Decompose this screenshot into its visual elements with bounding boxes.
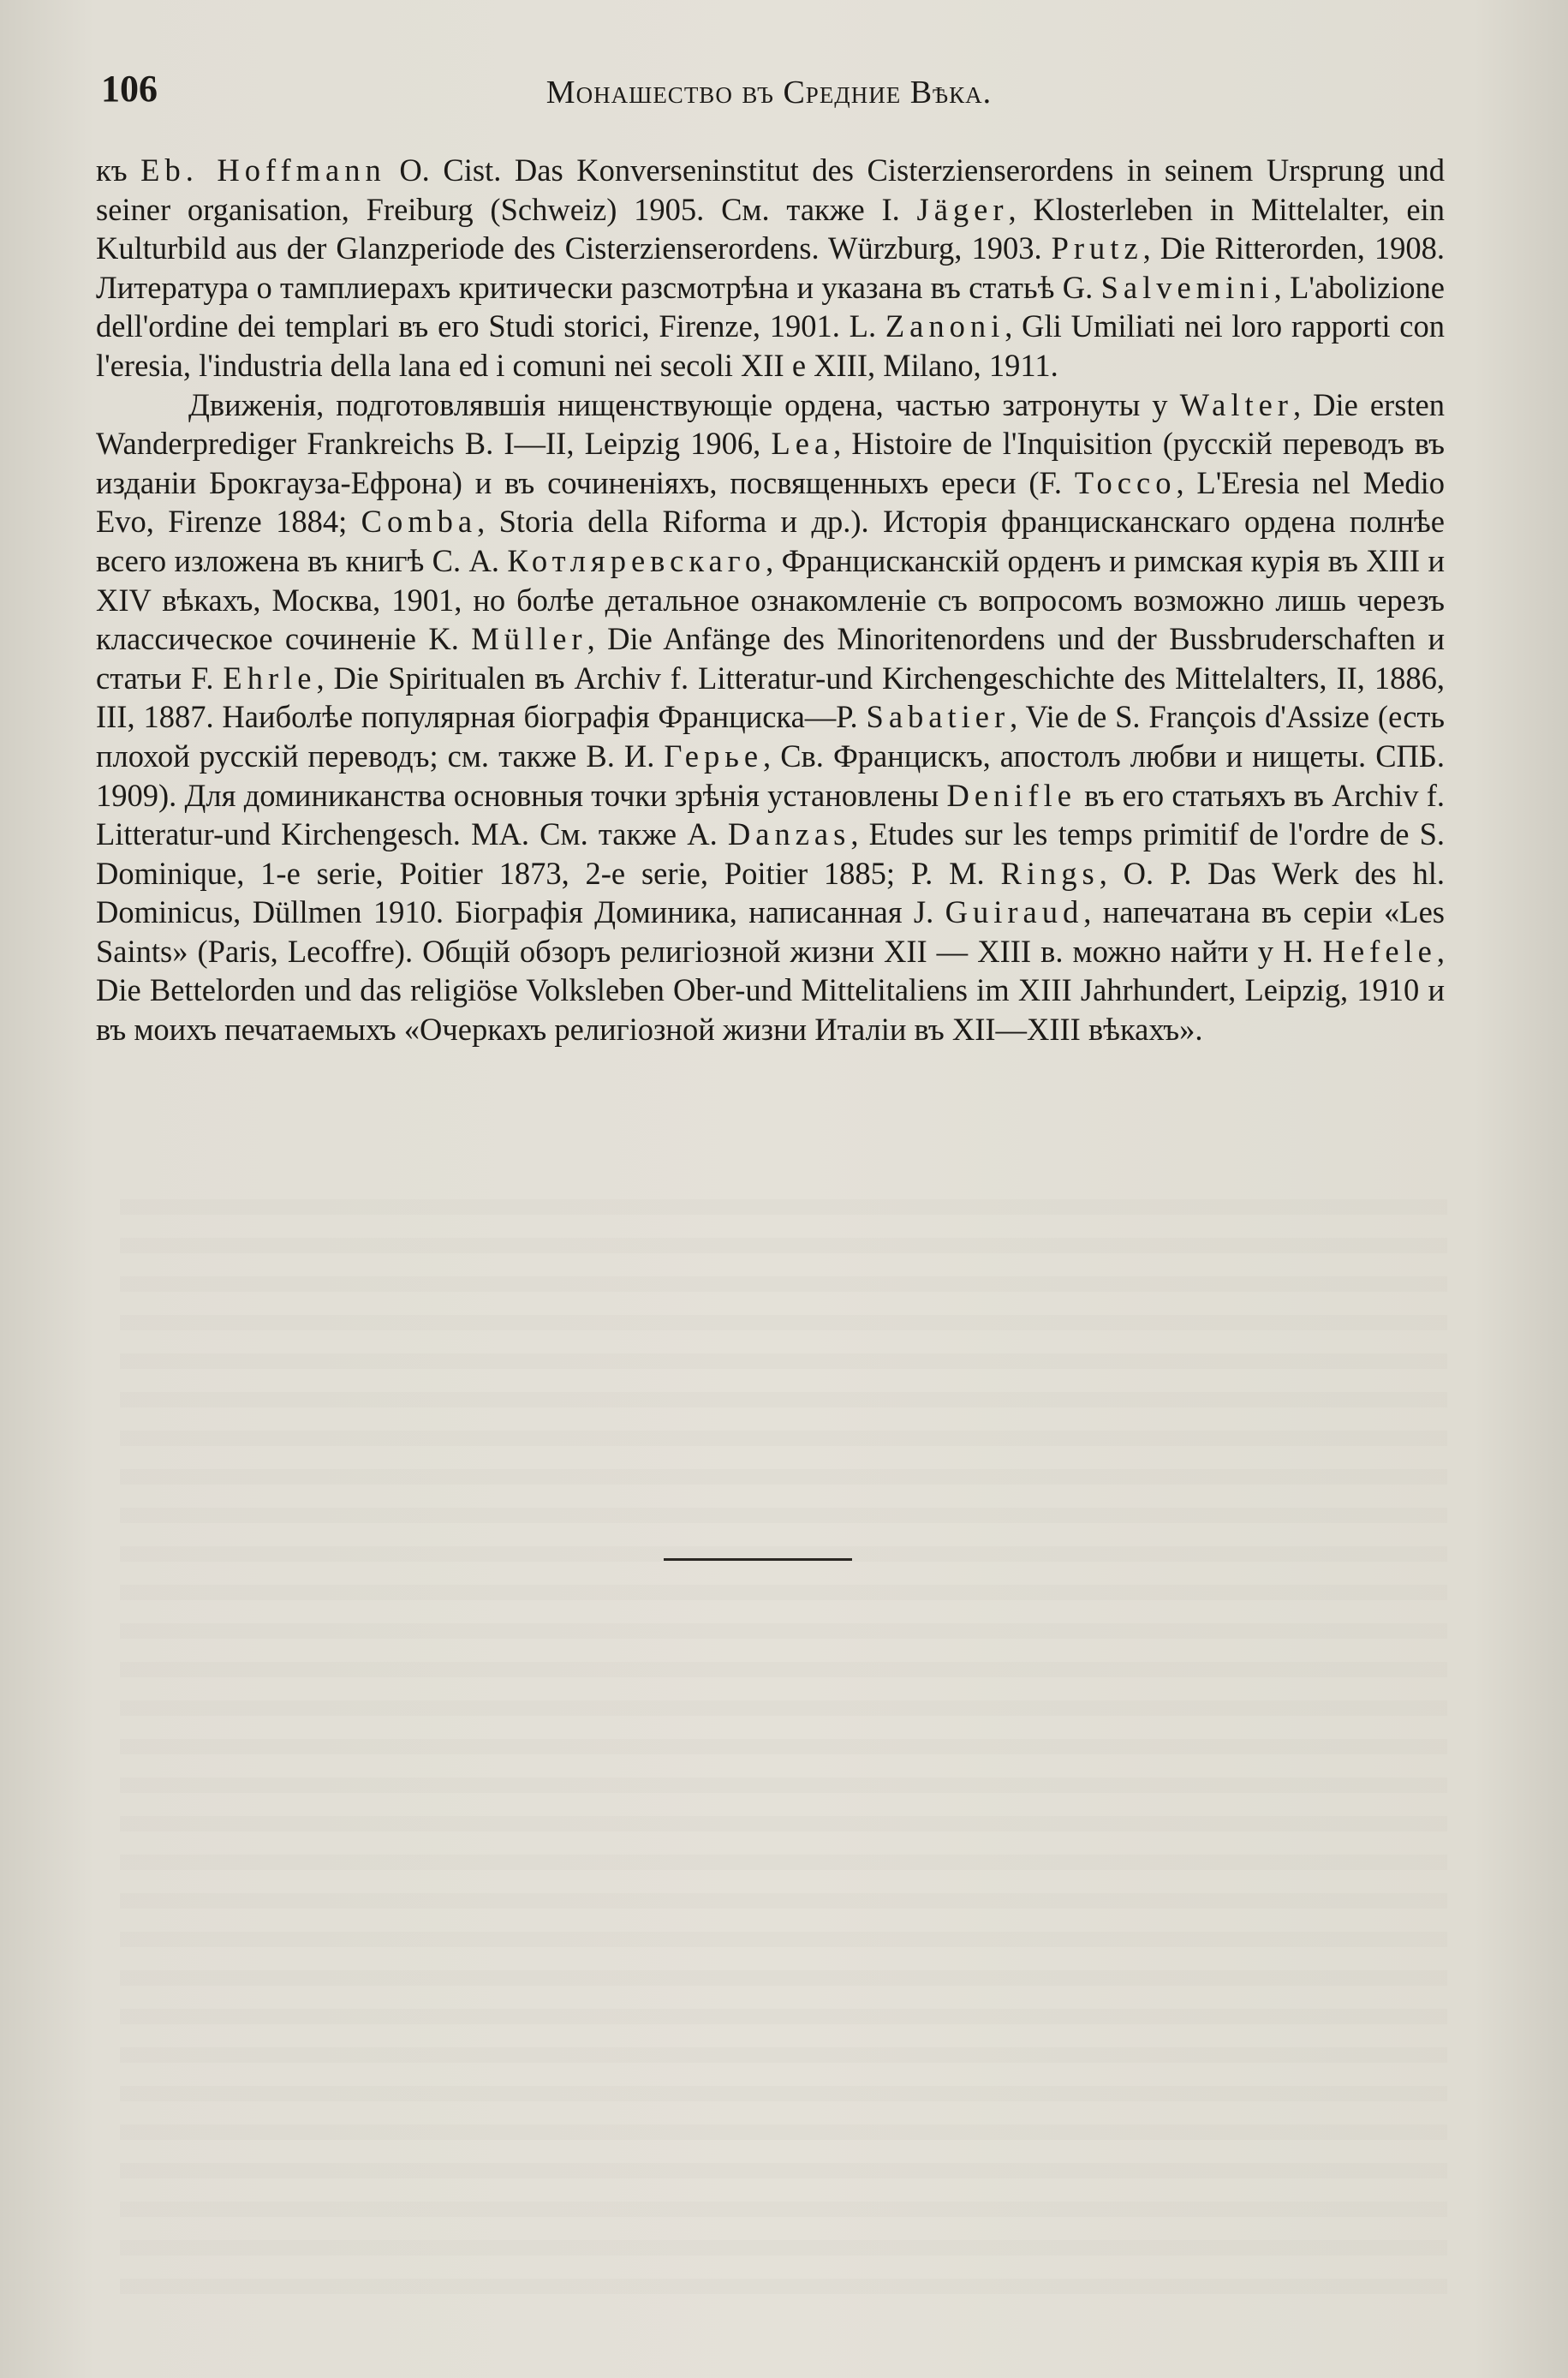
text-run: , Св. Францискъ, апостолъ любви и нищеты. СПБ. 1909). Для доминиканства основныя точки зрѣнія установлены (96, 738, 1445, 813)
spaced-author-name: Eb. Hoffmann (140, 152, 386, 188)
spaced-author-name: Котляревскаго (507, 542, 766, 578)
spaced-author-name: Prutz (1051, 230, 1143, 266)
text-run: , L'abolizione dell'ordine dei templari въ его Studi storici, Firenze, 1901. L. (96, 269, 1445, 344)
spaced-author-name: Hefele (1322, 933, 1437, 969)
spaced-author-name: Tocco (1074, 464, 1177, 500)
text-run: , L'Eresia nel Medio Evo, Firenze 1884; (96, 464, 1445, 540)
text-run: , Storia della Riforma и др.). Исторія францисканскаго ордена полнѣе всего изложена въ книгѣ С. А. (96, 504, 1445, 578)
text-run: , Vie de S. François d'Assize (есть плохой русскій переводъ; см. также В. И. (96, 699, 1445, 774)
paragraph-1 (96, 151, 1445, 385)
spaced-author-name: Müller (471, 621, 587, 657)
spaced-author-name: Lea (771, 426, 834, 462)
spaced-author-name: Zanoni (885, 308, 1005, 344)
text-run: , Die Anfänge des Minoritenordens und der Bussbruderschaften и статьи F. (96, 621, 1445, 696)
text-run: , O. P. Das Werk des hl. Dominicus, Düllmen 1910. Біографія Доминика, написанная J. (96, 855, 1446, 930)
spaced-author-name: Comba (361, 504, 478, 540)
running-title: Монашество въ Средние Вѣка. (546, 75, 993, 111)
page-header (101, 67, 1437, 127)
text-run: , Histoire de l'Inquisition (русскій переводъ въ изданіи Брокгауза-Ефрона) и въ сочиненіяхъ, посвященныхъ ереси (F. (96, 426, 1445, 500)
text-run: , Die ersten Wanderprediger Frankreichs B. I—II, Leipzig 1906, (96, 386, 1445, 462)
text-run: , Etudes sur les temps primitif de l'ordre de S. Dominique, 1-e serie, Poitier 1873, 2-e serie, Poitier 1885; P. M. (96, 816, 1445, 891)
spaced-author-name: Guiraud (945, 894, 1084, 930)
body-text (96, 151, 1445, 1049)
text-run: къ (96, 152, 141, 188)
text-run: въ его статьяхъ въ Archiv f. Litteratur-und Kirchengesch. MA. См. также A. (96, 777, 1445, 852)
show-through-texture (120, 1199, 1447, 2313)
spaced-author-name: Sabatier (866, 699, 1011, 735)
spaced-author-name: Rings (1000, 855, 1100, 891)
text-run: Движенія, подготовлявшія нищенствующіе ордена, частью затронуты у (188, 386, 1180, 422)
text-run: , напечатана въ серіи «Les Saints» (Paris, Lecoffre). Общій обзоръ религіозной жизни XII — XIII в. можно найти у H. (96, 894, 1445, 969)
spaced-author-name: Salvemini (1100, 269, 1274, 305)
spaced-author-name: Jäger (916, 191, 1009, 227)
text-run: , Die Spiritualen въ Archiv f. Litteratur-und Kirchengeschichte des Mittelalters, II, 1886, III, 1887. Наиболѣе популярная біографія Франциска—P. (96, 660, 1445, 735)
text-run: , Die Bettelorden und das religiöse Volksleben Ober-und Mittelitaliens im XIII Jahrhundert, Leipzig, 1910 и въ моихъ печатаемыхъ «Очеркахъ религіозной жизни Италіи въ XII—XIII вѣкахъ». (96, 933, 1445, 1048)
text-run: O. Cist. Das Konverseninstitut des Cisterzienserordens in seinem Ursprung und seiner organisation, Freiburg (Schweiz) 1905. См. также I. (96, 152, 1445, 227)
spaced-author-name: Герье (664, 738, 764, 774)
text-run: , Klosterleben in Mittelalter, ein Kulturbild aus der Glanzperiode des Cisterzienserordens. Würzburg, 1903. (96, 191, 1445, 266)
spaced-author-name: Denifle (946, 777, 1076, 813)
spaced-author-name: Danzas (727, 816, 851, 852)
text-run: , Die Ritterorden, 1908. Литература о тамплиерахъ критически разсмотрѣна и указана въ статьѣ G. (96, 230, 1445, 305)
paragraph-2 (96, 385, 1445, 1049)
section-divider-rule (664, 1558, 852, 1561)
spaced-author-name: Ehrle (223, 660, 317, 696)
text-run: , Францисканскій орденъ и римская курія въ XIII и XIV вѣкахъ, Москва, 1901, но болѣе детальное ознакомленіе съ вопросомъ возможно лишь черезъ классическое сочиненіе K. (96, 542, 1445, 657)
spaced-author-name: Walter (1179, 386, 1293, 422)
page-number: 106 (101, 68, 158, 110)
text-run: , Gli Umiliati nei loro rapporti con l'eresia, l'industria della lana ed i comuni nei secoli XII e XIII, Milano, 1911. (96, 308, 1445, 383)
